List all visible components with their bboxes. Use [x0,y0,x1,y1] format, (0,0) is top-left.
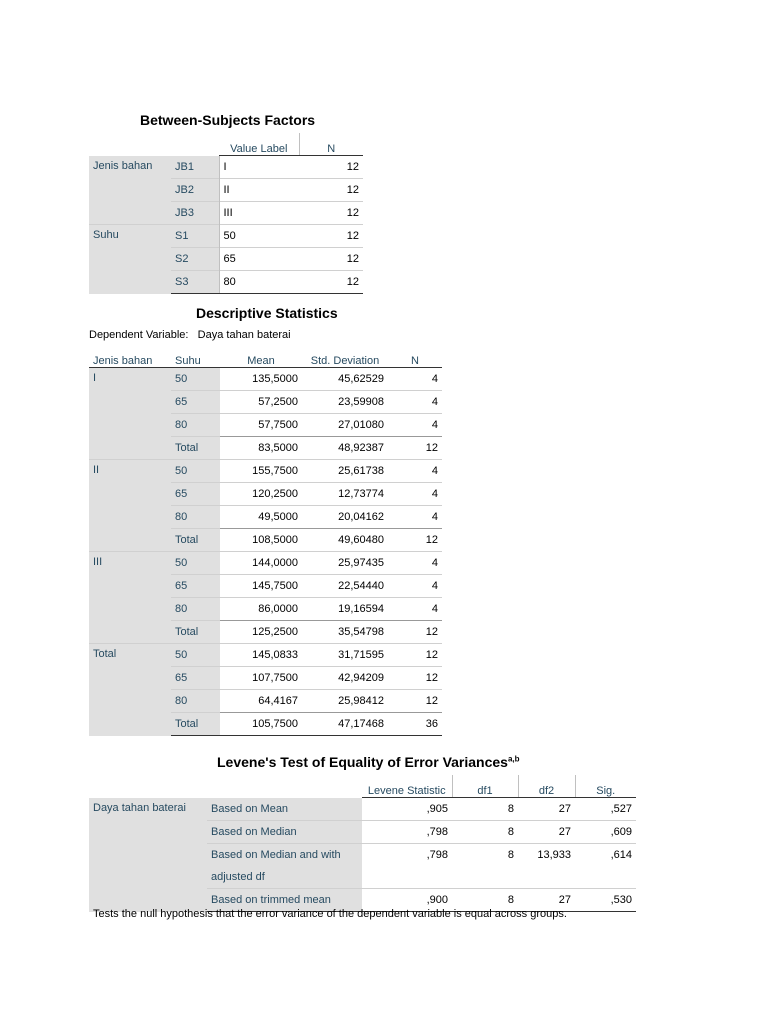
levene-stat: ,798 [362,844,452,867]
levene-title-wrap [217,754,520,770]
desc-suhu: Total [171,437,220,460]
desc-mean: 135,5000 [252,373,298,385]
desc-sd: 47,17468 [302,713,388,736]
levene-df2: 27 [558,803,571,815]
desc-sd: 31,71595 [302,644,388,667]
desc-mean: 83,5000 [220,437,302,460]
bsf-n: 12 [299,271,363,294]
bsf-value: I [219,156,299,179]
desc-mean: 57,2500 [220,391,302,414]
bsf-header-value-label: Value Label [219,133,299,156]
desc-header-row [89,345,442,368]
levene-sig: ,614 [575,844,636,867]
desc-group-label: Total [89,644,171,736]
levene-header-stat: Levene Statistic [362,775,452,798]
desc-sd: 27,01080 [302,414,388,437]
desc-suhu: 80 [171,414,220,437]
bsf-n: 12 [299,179,363,202]
desc-sd: 48,92387 [302,437,388,460]
desc-n: 4 [431,373,438,385]
levene-sig: ,527 [610,803,632,815]
levene-header-df2: df2 [518,775,575,798]
desc-suhu: 50 [171,368,220,391]
desc-sd: 20,04162 [302,506,388,529]
levene-row-label: Daya tahan baterai [89,798,207,912]
bsf-n: 12 [299,248,363,271]
bsf-n: 12 [299,225,363,248]
desc-suhu: 80 [171,598,220,621]
desc-n: 12 [388,621,442,644]
desc-suhu: Total [171,529,220,552]
bsf-group-label: Suhu [89,225,171,294]
bsf-value: III [219,202,299,225]
desc-sd: 22,54440 [302,575,388,598]
levene-df1: 8 [452,821,518,844]
desc-mean: 145,0833 [220,644,302,667]
desc-sd: 25,97435 [302,552,388,575]
table-row [89,225,363,248]
desc-suhu: 80 [171,506,220,529]
bsf-n: 12 [346,161,359,173]
desc-header-n: N [388,345,442,368]
desc-mean: 125,2500 [220,621,302,644]
desc-suhu: 65 [171,575,220,598]
levene-title-sup: a,b [507,754,520,764]
desc-group-label: II [89,460,171,552]
levene-method: Based on trimmed mean [207,889,362,912]
levene-stat: ,798 [362,821,452,844]
table-row [89,460,442,483]
desc-n: 36 [388,713,442,736]
desc-mean: 155,7500 [220,460,302,483]
bsf-code: S2 [171,248,219,271]
desc-mean: 120,2500 [220,483,302,506]
table-row [89,552,442,575]
levene-sig: ,530 [575,889,636,912]
levene-stat: ,900 [362,889,452,912]
levene-method: Based on Median and with [207,844,362,867]
levene-header-df1: df1 [452,775,518,798]
desc-suhu: 65 [171,391,220,414]
levene-df2: 27 [518,821,575,844]
desc-mean: 105,7500 [220,713,302,736]
bsf-header-n: N [299,133,363,156]
desc-sd: 35,54798 [302,621,388,644]
desc-sd: 19,16594 [302,598,388,621]
desc-header-mean: Mean [220,345,302,368]
bsf-code: S1 [171,225,219,248]
bsf-code: JB3 [171,202,219,225]
desc-sd: 12,73774 [302,483,388,506]
desc-header-suhu: Suhu [171,345,220,368]
levene-stat: ,905 [426,803,448,815]
levene-df1: 8 [507,803,514,815]
bsf-table-wrap [89,133,363,294]
desc-title: Descriptive Statistics [196,305,338,321]
desc-n: 4 [388,483,442,506]
desc-n: 4 [388,391,442,414]
desc-header-sd: Std. Deviation [302,345,388,368]
desc-table [89,345,442,736]
levene-header-sig: Sig. [575,775,636,798]
levene-method-cont: adjusted df [207,866,362,889]
desc-group-label: I [89,368,171,460]
levene-title: Levene's Test of Equality of Error Variances [217,754,508,770]
desc-dependent-value: Daya tahan baterai [197,329,291,341]
desc-mean: 107,7500 [220,667,302,690]
bsf-code: JB2 [171,179,219,202]
levene-sig: ,609 [575,821,636,844]
desc-header-jenis: Jenis bahan [89,345,171,368]
desc-n: 4 [388,506,442,529]
desc-n: 12 [388,690,442,713]
desc-sd: 23,59908 [302,391,388,414]
bsf-value: 50 [219,225,299,248]
levene-table-wrap [89,775,636,912]
bsf-table [89,133,363,294]
bsf-code: JB1 [171,156,219,179]
desc-mean: 64,4167 [220,690,302,713]
levene-df1: 8 [452,844,518,867]
table-row [89,156,363,179]
desc-suhu: 80 [171,690,220,713]
desc-n: 12 [388,644,442,667]
desc-suhu: 65 [171,667,220,690]
desc-dependent-variable [89,329,291,341]
desc-n: 12 [388,529,442,552]
desc-sd: 45,62529 [338,373,384,385]
desc-sd: 49,60480 [302,529,388,552]
desc-n: 4 [388,460,442,483]
levene-method: Based on Mean [207,798,362,821]
levene-df2: 27 [518,889,575,912]
desc-suhu: 65 [171,483,220,506]
table-row [89,644,442,667]
bsf-value: 80 [219,271,299,294]
levene-df1: 8 [452,889,518,912]
desc-mean: 57,7500 [220,414,302,437]
desc-mean: 108,5000 [220,529,302,552]
desc-group-label: III [89,552,171,644]
desc-n: 4 [388,414,442,437]
desc-mean: 86,0000 [220,598,302,621]
desc-mean: 145,7500 [220,575,302,598]
desc-n: 4 [388,598,442,621]
bsf-title: Between-Subjects Factors [140,112,316,128]
desc-suhu: 50 [171,552,220,575]
desc-mean: 49,5000 [220,506,302,529]
bsf-n: 12 [299,202,363,225]
desc-mean: 144,0000 [220,552,302,575]
desc-suhu: Total [171,621,220,644]
desc-suhu: 50 [171,644,220,667]
levene-df2: 13,933 [518,844,575,867]
bsf-code: S3 [171,271,219,294]
levene-header-row [89,775,636,798]
desc-sd: 42,94209 [302,667,388,690]
desc-dependent-label: Dependent Variable: [89,329,189,341]
desc-sd: 25,98412 [302,690,388,713]
table-row [89,798,636,821]
desc-n: 4 [388,575,442,598]
desc-suhu: 50 [171,460,220,483]
desc-body [89,368,442,736]
desc-table-wrap [89,345,442,736]
desc-n: 12 [388,667,442,690]
table-row [89,368,442,391]
bsf-header-row [89,133,363,156]
desc-n: 4 [388,552,442,575]
bsf-group-label: Jenis bahan [89,156,171,225]
desc-n: 12 [388,437,442,460]
levene-method: Based on Median [207,821,362,844]
desc-suhu: Total [171,713,220,736]
desc-sd: 25,61738 [302,460,388,483]
bsf-value: 65 [219,248,299,271]
levene-table [89,775,636,912]
bsf-value: II [219,179,299,202]
levene-footnote: Tests the null hypothesis that the error variance of the dependent variable is equal across groups. [93,908,567,920]
